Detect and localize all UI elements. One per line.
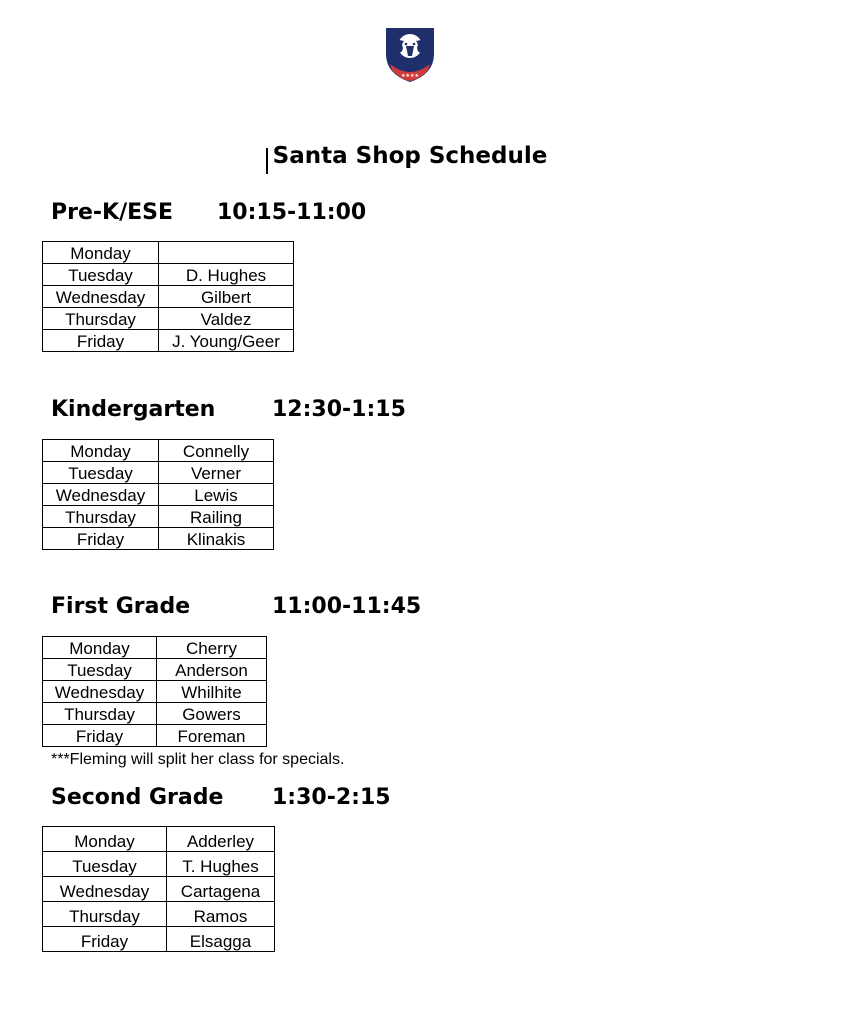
teacher-cell: Gilbert	[159, 286, 294, 308]
table-row	[43, 703, 267, 725]
day-cell: Wednesday	[43, 681, 157, 703]
teacher-cell: D. Hughes	[159, 264, 294, 286]
table-row	[43, 877, 275, 902]
schedule-table-first-grade	[42, 636, 267, 747]
teacher-cell: Whilhite	[157, 681, 267, 703]
table-row	[43, 681, 267, 703]
table-row	[43, 528, 274, 550]
teacher-cell: Ramos	[167, 902, 275, 927]
schedule-table-kindergarten	[42, 439, 274, 550]
time-label: 10:15-11:00	[217, 200, 367, 225]
teacher-cell: Klinakis	[159, 528, 274, 550]
teacher-cell: Cartagena	[167, 877, 275, 902]
table-row	[43, 506, 274, 528]
day-cell: Tuesday	[43, 264, 159, 286]
teacher-cell: T. Hughes	[167, 852, 275, 877]
teacher-cell: Lewis	[159, 484, 274, 506]
grade-label: First Grade	[51, 594, 191, 619]
day-cell: Monday	[43, 242, 159, 264]
teacher-cell	[159, 242, 294, 264]
table-row	[43, 440, 274, 462]
schedule-table-second-grade	[42, 826, 275, 952]
table-row	[43, 902, 275, 927]
day-cell: Wednesday	[43, 484, 159, 506]
table-row	[43, 637, 267, 659]
teacher-cell: Anderson	[157, 659, 267, 681]
teacher-cell: Foreman	[157, 725, 267, 747]
footnote: ***Fleming will split her class for specials.	[51, 751, 345, 768]
day-cell: Friday	[43, 330, 159, 352]
table-row	[43, 659, 267, 681]
grade-label: Pre-K/ESE	[51, 200, 174, 225]
time-label: 1:30-2:15	[272, 785, 391, 810]
teacher-cell: Verner	[159, 462, 274, 484]
table-row	[43, 330, 294, 352]
table-row	[43, 242, 294, 264]
day-cell: Thursday	[43, 506, 159, 528]
day-cell: Wednesday	[43, 286, 159, 308]
day-cell: Monday	[43, 827, 167, 852]
svg-text:★★★★: ★★★★	[401, 73, 419, 79]
day-cell: Friday	[43, 725, 157, 747]
teacher-cell: Gowers	[157, 703, 267, 725]
grade-label: Second Grade	[51, 785, 224, 810]
day-cell: Friday	[43, 528, 159, 550]
day-cell: Thursday	[43, 703, 157, 725]
table-row	[43, 264, 294, 286]
teacher-cell: Elsagga	[167, 927, 275, 952]
day-cell: Tuesday	[43, 852, 167, 877]
teacher-cell: Connelly	[159, 440, 274, 462]
grade-label: Kindergarten	[51, 397, 216, 422]
table-row	[43, 827, 275, 852]
teacher-cell: Railing	[159, 506, 274, 528]
table-row	[43, 927, 275, 952]
day-cell: Monday	[43, 440, 159, 462]
day-cell: Monday	[43, 637, 157, 659]
table-row	[43, 725, 267, 747]
table-row	[43, 308, 294, 330]
teacher-cell: J. Young/Geer	[159, 330, 294, 352]
day-cell: Tuesday	[43, 462, 159, 484]
day-cell: Tuesday	[43, 659, 157, 681]
page-title: Santa Shop Schedule	[272, 143, 548, 169]
day-cell: Wednesday	[43, 877, 167, 902]
teacher-cell: Adderley	[167, 827, 275, 852]
ram-crest-icon	[384, 24, 436, 84]
time-label: 11:00-11:45	[272, 594, 422, 619]
day-cell: Thursday	[43, 902, 167, 927]
day-cell: Friday	[43, 927, 167, 952]
teacher-cell: Cherry	[157, 637, 267, 659]
table-row	[43, 286, 294, 308]
table-row	[43, 484, 274, 506]
schedule-table-prek	[42, 241, 294, 352]
table-row	[43, 852, 275, 877]
day-cell: Thursday	[43, 308, 159, 330]
table-row	[43, 462, 274, 484]
teacher-cell: Valdez	[159, 308, 294, 330]
time-label: 12:30-1:15	[272, 397, 406, 422]
